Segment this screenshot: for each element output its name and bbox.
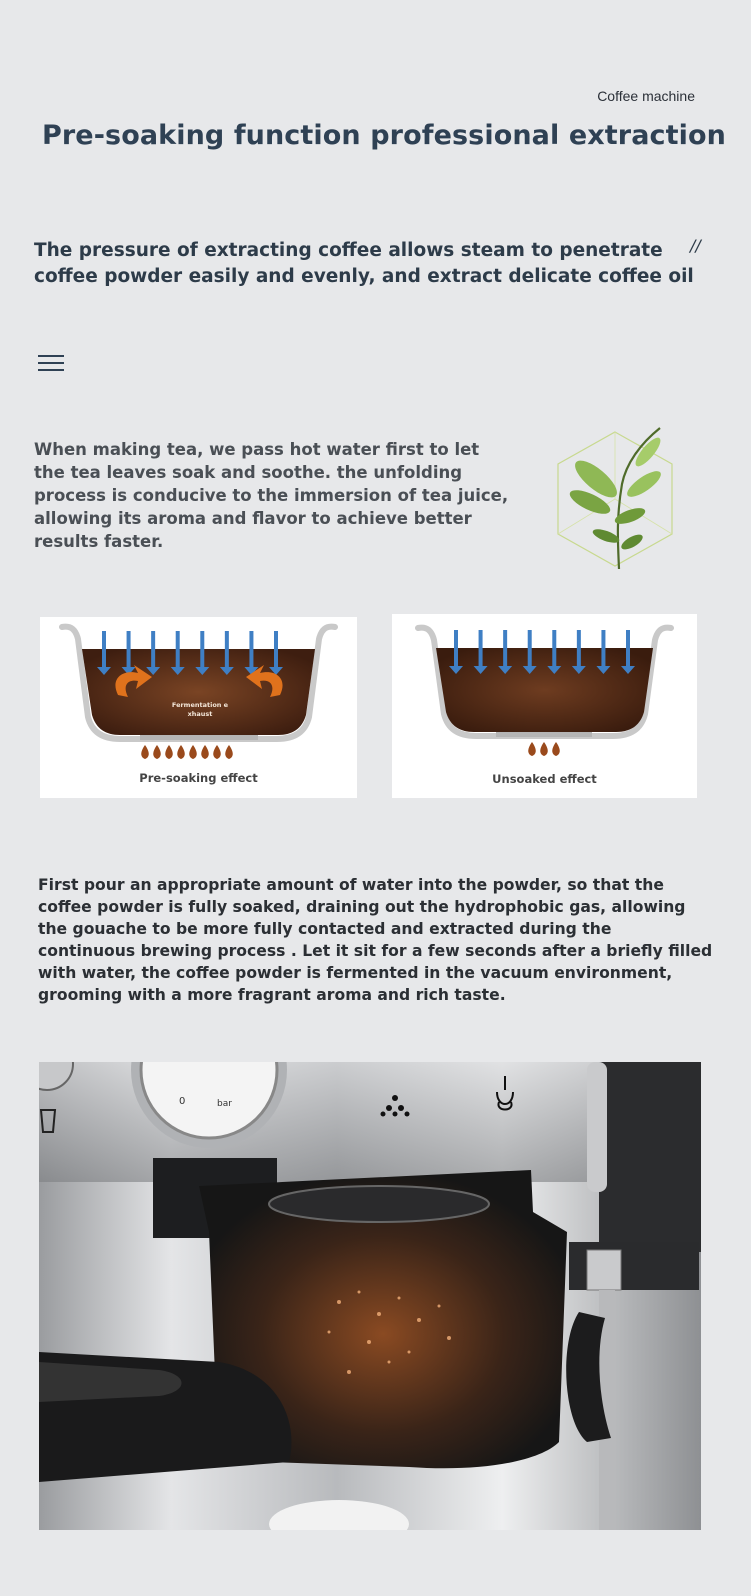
coffee-drop — [552, 742, 560, 756]
tea-leaf-icon — [552, 424, 678, 574]
coffee-drop — [201, 745, 209, 759]
gauge-zero: 0 — [179, 1096, 186, 1107]
coffee-drops — [141, 745, 233, 759]
fermentation-label-2: xhaust — [187, 710, 213, 718]
coffee-drop — [153, 745, 161, 759]
page-title: Pre-soaking function professional extraction — [42, 120, 726, 151]
coffee-drops — [528, 742, 560, 756]
coffee-drop — [225, 745, 233, 759]
coffee-drop — [528, 742, 536, 756]
gauge-unit: bar — [217, 1099, 232, 1109]
coffee-machine-photo — [39, 1062, 701, 1530]
coffee-drop — [141, 745, 149, 759]
tea-description: When making tea, we pass hot water first to let the tea leaves soak and soothe. the unfolding process is conducive to the immersion of tea juice, allowing its aroma and flavor to achieve better results faster. — [34, 440, 509, 551]
category-tag: Coffee machine — [597, 88, 695, 104]
pre-soaking-card — [40, 617, 357, 798]
pre-soaking-caption: Pre-soaking effect — [139, 771, 258, 785]
page-subtitle: The pressure of extracting coffee allows steam to penetrate coffee powder easily and evenly, and extract delicate coffee oil — [34, 240, 694, 287]
unsoaked-diagram — [392, 614, 697, 798]
fermentation-label-1: Fermentation e — [171, 701, 229, 709]
coffee-drop — [189, 745, 197, 759]
slash-decoration: // — [690, 236, 701, 255]
coffee-drop — [213, 745, 221, 759]
coffee-drop — [177, 745, 185, 759]
unsoaked-card — [392, 614, 697, 798]
unsoaked-caption: Unsoaked effect — [492, 772, 597, 786]
coffee-drop — [165, 745, 173, 759]
process-description: First pour an appropriate amount of water into the powder, so that the coffee powder is fully soaked, draining out the hydrophobic gas, allowing the gouache to be more fully contacted and extracted during the continuous brewing process . Let it sit for a few seconds after a briefly filled with water, the coffee powder is fermented in the vacuum environment, grooming with a more fragrant aroma and rich taste. — [38, 876, 713, 1004]
coffee-drop — [540, 742, 548, 756]
menu-icon[interactable] — [38, 355, 64, 373]
